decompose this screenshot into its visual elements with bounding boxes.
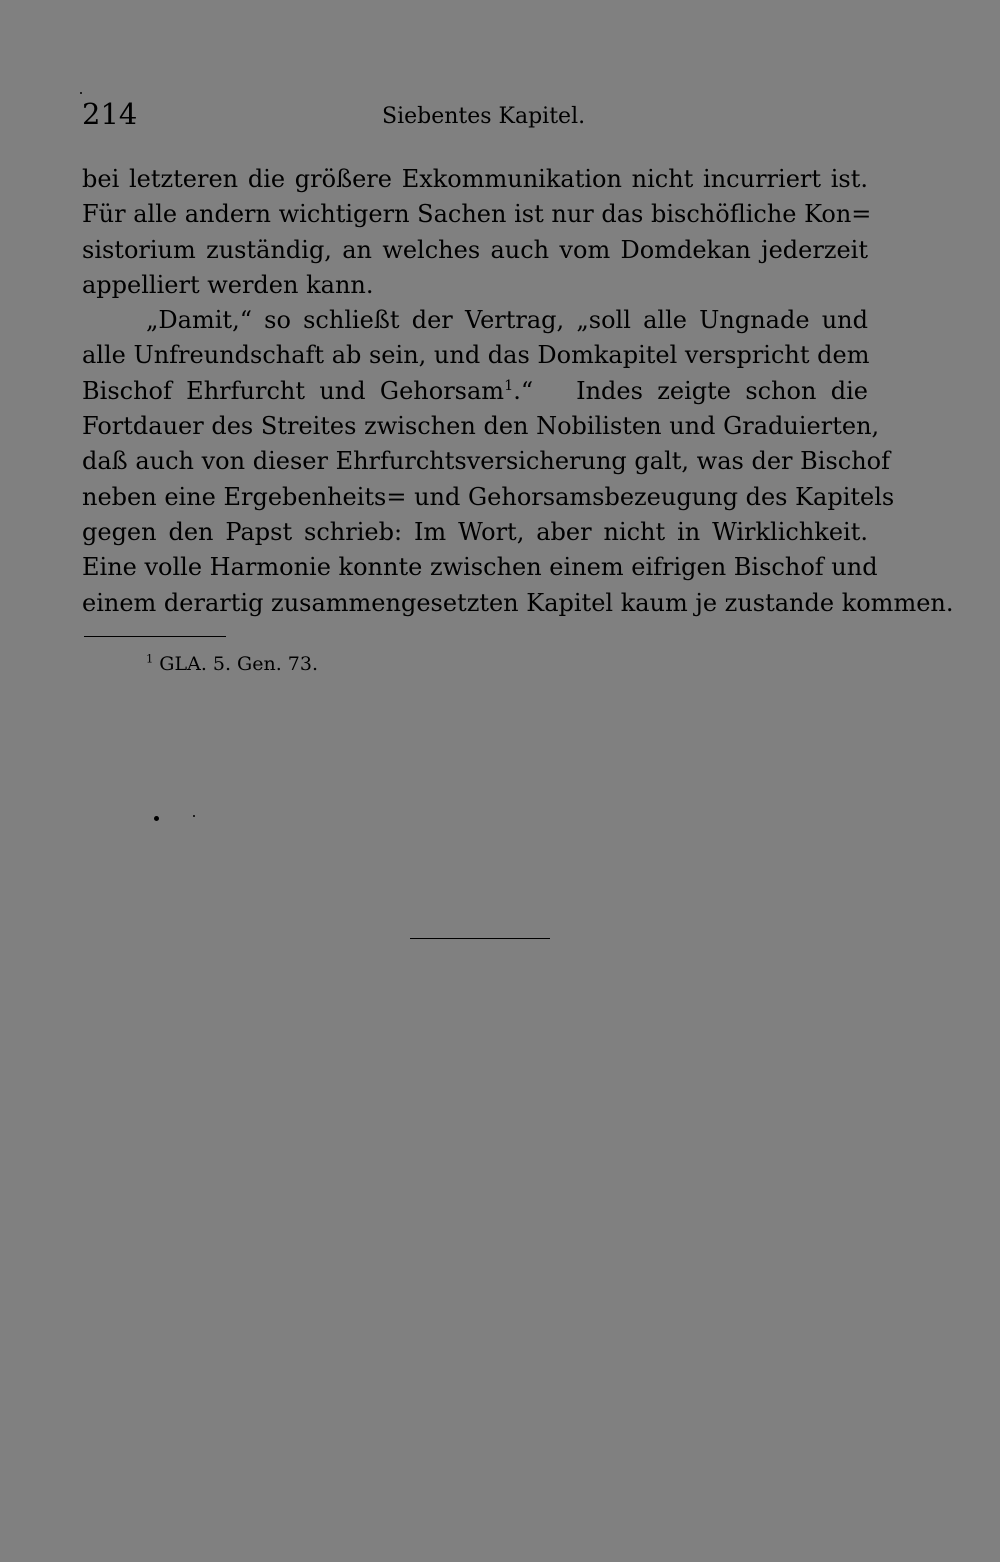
footnote bbox=[146, 650, 318, 678]
closing-quote: .“ bbox=[513, 376, 534, 405]
text-fragment: Indes zeigte schon die bbox=[576, 376, 869, 405]
footnote-reference: 1 bbox=[504, 377, 514, 394]
text-line: bei letzteren die größere Exkommunikation nicht incurriert ist. bbox=[82, 165, 868, 193]
running-head: Siebentes Kapitel. bbox=[382, 104, 586, 129]
body-text bbox=[82, 162, 954, 621]
page-number: 214 bbox=[82, 97, 138, 131]
text-line: sistorium zuständig, an welches auch vom Domdekan jederzeit bbox=[82, 235, 868, 264]
text-line: daß auch von dieser Ehrfurchtsversicherung galt, was der Bischof bbox=[82, 447, 890, 476]
text-line bbox=[82, 374, 868, 409]
ink-speck bbox=[154, 816, 159, 821]
text-line: Eine volle Harmonie konnte zwischen einem eifrigen Bischof und bbox=[82, 553, 878, 582]
text-line: Für alle andern wichtigern Sachen ist nur das bischöfliche Kon= bbox=[82, 200, 872, 229]
decorative-rule bbox=[410, 938, 550, 939]
footnote-rule bbox=[84, 636, 226, 637]
text-line: einem derartig zusammengesetzten Kapitel kaum je zustande kommen. bbox=[82, 588, 954, 617]
footnote-text: GLA. 5. Gen. 73. bbox=[159, 653, 319, 675]
text-line: neben eine Ergebenheits= und Gehorsamsbezeugung des Kapitels bbox=[82, 482, 895, 511]
footnote-marker: 1 bbox=[146, 651, 154, 666]
text-line: appelliert werden kann. bbox=[82, 270, 374, 299]
text-line: „Damit,“ so schließt der Vertrag, „soll alle Ungnade und bbox=[146, 306, 868, 335]
ink-speck bbox=[193, 815, 195, 817]
text-line: Fortdauer des Streites zwischen den Nobilisten und Graduierten, bbox=[82, 412, 880, 441]
text-line: gegen den Papst schrieb: Im Wort, aber nicht in Wirklichkeit. bbox=[82, 517, 868, 546]
text-line: alle Unfreundschaft ab sein, und das Domkapitel verspricht dem bbox=[82, 341, 870, 370]
text-fragment: Bischof Ehrfurcht und Gehorsam bbox=[82, 376, 505, 405]
ink-speck bbox=[80, 92, 82, 94]
